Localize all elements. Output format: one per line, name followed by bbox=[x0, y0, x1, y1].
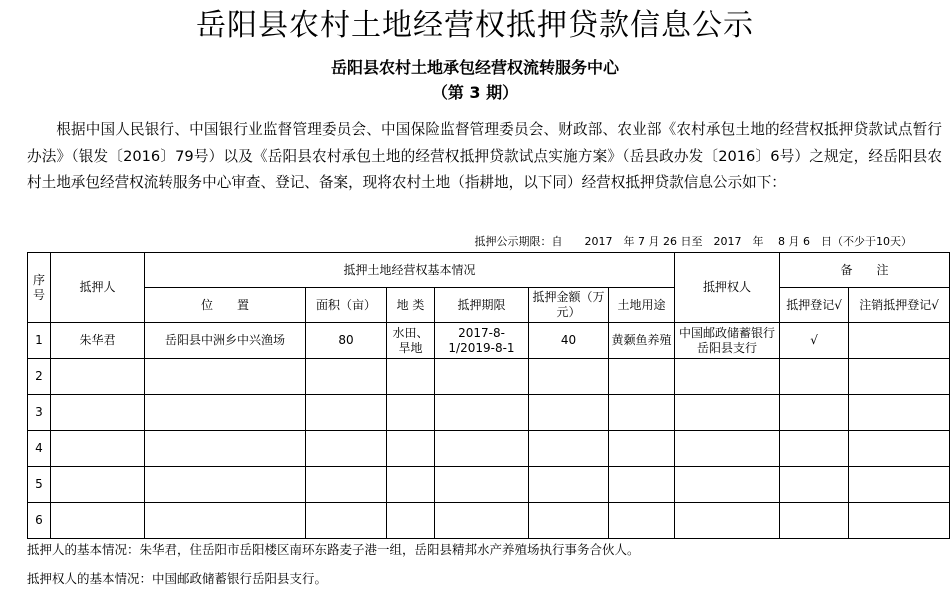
cell-amount bbox=[529, 395, 609, 431]
cell-mortgagor bbox=[51, 467, 145, 503]
cell-amount bbox=[529, 503, 609, 539]
cell-mortgagor: 朱华君 bbox=[51, 323, 145, 359]
header-seq: 序号 bbox=[28, 253, 51, 323]
cell-location bbox=[145, 503, 306, 539]
cell-seq: 5 bbox=[28, 467, 51, 503]
table-row bbox=[28, 431, 950, 467]
cell-usage bbox=[609, 431, 675, 467]
cell-seq: 6 bbox=[28, 503, 51, 539]
cell-mortgagor bbox=[51, 503, 145, 539]
cell-amount: 40 bbox=[529, 323, 609, 359]
cell-term bbox=[435, 467, 529, 503]
cell-cancelled bbox=[849, 359, 950, 395]
intro-paragraph: 根据中国人民银行、中国银行业监督管理委员会、中国保险监督管理委员会、财政部、农业部《农村承包土地的经营权抵押贷款试点暂行办法》（银发〔2016〕79号）以及《岳阳县农村承包土地的经营权抵押贷款试点实施方案》（岳县政办发〔2016〕6号）之规定，经岳阳县农村土地承包经营权流转服务中心审查、登记、备案，现将农村土地（指耕地，以下同）经营权抵押贷款信息公示如下： bbox=[27, 121, 942, 191]
cell-area bbox=[306, 503, 387, 539]
cell-mortgagor bbox=[51, 395, 145, 431]
cell-mortgagee bbox=[675, 467, 780, 503]
cell-mortgagee bbox=[675, 503, 780, 539]
cell-registered bbox=[780, 431, 849, 467]
mortgagee-note: 抵押权人的基本情况：中国邮政储蓄银行岳阳县支行。 bbox=[27, 571, 328, 586]
cell-area bbox=[306, 395, 387, 431]
cell-land-type bbox=[387, 395, 435, 431]
cell-term bbox=[435, 431, 529, 467]
cell-usage: 黄颡鱼养殖 bbox=[609, 323, 675, 359]
cell-seq: 1 bbox=[28, 323, 51, 359]
cell-mortgagee: 中国邮政储蓄银行岳阳县支行 bbox=[675, 323, 780, 359]
cell-registered: √ bbox=[780, 323, 849, 359]
cell-registered bbox=[780, 359, 849, 395]
cell-mortgagee bbox=[675, 431, 780, 467]
cell-land-type: 水田、旱地 bbox=[387, 323, 435, 359]
cell-land-type bbox=[387, 503, 435, 539]
cell-seq: 3 bbox=[28, 395, 51, 431]
cell-location: 岳阳县中洲乡中兴渔场 bbox=[145, 323, 306, 359]
cell-mortgagor bbox=[51, 359, 145, 395]
cell-amount bbox=[529, 431, 609, 467]
cell-cancelled bbox=[849, 395, 950, 431]
cell-location bbox=[145, 359, 306, 395]
table-row bbox=[28, 323, 950, 359]
table-row bbox=[28, 467, 950, 503]
cell-cancelled bbox=[849, 503, 950, 539]
cell-land-type bbox=[387, 431, 435, 467]
table-row bbox=[28, 395, 950, 431]
cell-term bbox=[435, 359, 529, 395]
cell-area: 80 bbox=[306, 323, 387, 359]
header-amount: 抵押金额（万元） bbox=[529, 288, 609, 323]
cell-usage bbox=[609, 395, 675, 431]
cell-seq: 2 bbox=[28, 359, 51, 395]
cell-usage bbox=[609, 359, 675, 395]
cell-registered bbox=[780, 503, 849, 539]
cell-location bbox=[145, 395, 306, 431]
cell-term bbox=[435, 395, 529, 431]
cell-amount bbox=[529, 467, 609, 503]
cell-term bbox=[435, 503, 529, 539]
cell-usage bbox=[609, 503, 675, 539]
header-mortgagor: 抵押人 bbox=[51, 253, 145, 323]
header-area: 面积（亩） bbox=[306, 288, 387, 323]
cell-mortgagee bbox=[675, 395, 780, 431]
header-location: 位 置 bbox=[145, 288, 306, 323]
header-land-info: 抵押土地经营权基本情况 bbox=[145, 253, 675, 288]
cell-usage bbox=[609, 467, 675, 503]
cell-cancelled bbox=[849, 467, 950, 503]
table-row bbox=[28, 359, 950, 395]
cell-registered bbox=[780, 395, 849, 431]
table-row bbox=[28, 503, 950, 539]
cell-location bbox=[145, 431, 306, 467]
header-cancelled: 注销抵押登记√ bbox=[849, 288, 950, 323]
mortgage-info-table bbox=[27, 252, 950, 539]
cell-term: 2017-8-1/2019-8-1 bbox=[435, 323, 529, 359]
issue-number: （第 3 期） bbox=[431, 83, 519, 102]
cell-mortgagee bbox=[675, 359, 780, 395]
header-remarks: 备 注 bbox=[780, 253, 950, 288]
publicity-period: 抵押公示期限：自 2017 年 7 月 26 日至 2017 年 8 月 6 日（不少于10天） bbox=[474, 235, 912, 248]
cell-seq: 4 bbox=[28, 431, 51, 467]
cell-cancelled bbox=[849, 431, 950, 467]
mortgagor-note: 抵押人的基本情况：朱华君，住岳阳市岳阳楼区南环东路麦子港一组，岳阳县精邦水产养殖场执行事务合伙人。 bbox=[27, 542, 640, 557]
page-title: 岳阳县农村土地经营权抵押贷款信息公示 bbox=[196, 8, 754, 43]
header-land-type: 地 类 bbox=[387, 288, 435, 323]
cell-land-type bbox=[387, 359, 435, 395]
cell-amount bbox=[529, 359, 609, 395]
header-term: 抵押期限 bbox=[435, 288, 529, 323]
header-usage: 土地用途 bbox=[609, 288, 675, 323]
cell-area bbox=[306, 359, 387, 395]
issuer-subtitle: 岳阳县农村土地承包经营权流转服务中心 bbox=[330, 58, 619, 77]
cell-land-type bbox=[387, 467, 435, 503]
cell-mortgagor bbox=[51, 431, 145, 467]
cell-location bbox=[145, 467, 306, 503]
cell-area bbox=[306, 467, 387, 503]
header-registered: 抵押登记√ bbox=[780, 288, 849, 323]
header-mortgagee: 抵押权人 bbox=[675, 253, 780, 323]
cell-area bbox=[306, 431, 387, 467]
cell-cancelled bbox=[849, 323, 950, 359]
cell-registered bbox=[780, 467, 849, 503]
